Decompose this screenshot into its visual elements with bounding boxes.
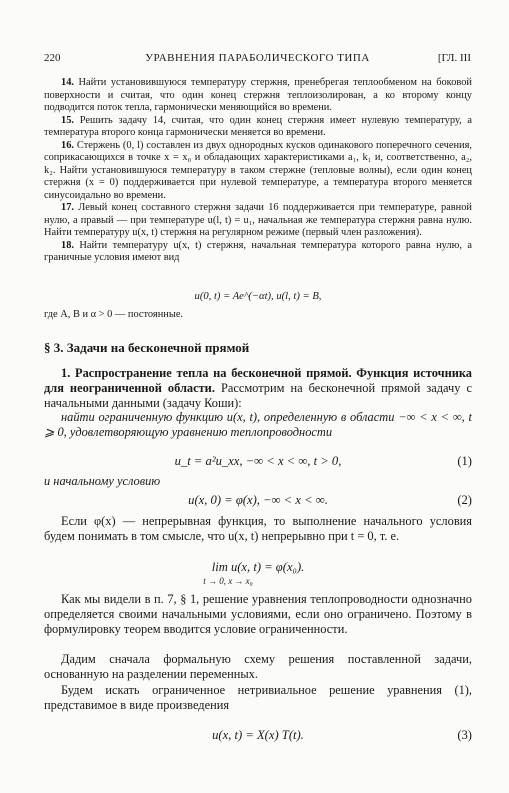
paragraph-5: Будем искать ограниченное нетривиальное решение уравнения (1), представимое в виде произведения (44, 683, 472, 712)
running-title: УРАВНЕНИЯ ПАРАБОЛИЧЕСКОГО ТИПА (145, 52, 370, 64)
paragraph-1 (44, 366, 472, 410)
problem-15: 15. Решить задачу 14, считая, что один конец стержня имеет нулевую температуру, а температура второго конца гармонически меняется во времени. (44, 114, 472, 138)
limit-subscript: t → 0, x → x₀ (203, 576, 253, 586)
paragraph-4: Дадим сначала формальную схему решения поставленной задачи, основанную на разделении переменных. (44, 652, 472, 681)
problem-16: 16. Стержень (0, l) составлен из двух однородных кусков одинакового поперечного сечения, соприкасающихся в точке x = x₀ и обладающих характеристиками a₁, k₁ и, соответственно, a₂, k₂. Найти установившуюся температуру в таком стержне (тепловые волны), если один конец стержня (x = 0) поддерживается при нулевой температуре, а температура второго меняется синусоидально во времени. (44, 139, 472, 201)
equation-2 (44, 493, 472, 509)
section-title: § 3. Задачи на бесконечной прямой (44, 340, 250, 355)
limit-equation (44, 560, 472, 576)
equation-3-number: (3) (457, 728, 472, 742)
limit-equation-body: lim u(x, t) = φ(x₀). (211, 560, 305, 574)
equation-1 (44, 454, 472, 470)
equation-3 (44, 728, 472, 744)
initial-condition-label: и начальному условию (44, 474, 161, 488)
chapter-label: [ГЛ. III (437, 52, 471, 64)
equation-2-number: (2) (457, 493, 472, 507)
page-number: 220 (44, 52, 61, 64)
problem-14: 14. Найти установившуюся температуру стержня, пренебрегая теплообменом на боковой поверхности и считая, что один конец стержня теплоизолирован, а ко второму концу подводится поток тепла, гармонически меняющийся во времени. (44, 77, 472, 113)
problem-17: 17. Левый конец составного стержня задачи 16 поддерживается при температуре, равной нулю, а правый — при температуре u(l, t) = u₁, начальная же температура стержня равна нулю. Найти температуру u(x, t) стержня на регулярном режиме (первый член разложения). (44, 202, 472, 238)
problem-statement: найти ограниченную функцию u(x, t), определенную в области −∞ < x < ∞, t ⩾ 0, удовлетворяющую уравнению теплопроводности (44, 410, 472, 439)
problem-list (44, 77, 472, 265)
problem-18-formula: u(0, t) = Ae^(−αt), u(l, t) = B, (194, 291, 322, 302)
equation-1-number: (1) (457, 454, 472, 468)
paragraph-1-text: Рассмотрим на бесконечной прямой задачу с начальными данными (задачу Коши): (44, 380, 472, 410)
running-header (44, 52, 471, 66)
problem-18-note: где A, B и α > 0 — постоянные. (44, 309, 184, 320)
paragraph-3: Как мы видели в п. 7, § 1, решение уравнения теплопроводности однозначно определяется своими начальными условиями, если оно ограничено. Поэтому в формулировку теорем вводится условие ограниченности. (44, 592, 472, 636)
equation-2-body: u(x, 0) = φ(x), −∞ < x < ∞. (188, 493, 328, 507)
paragraph-1-heading: 1. Распространение тепла на бесконечной прямой. Функция источника для неограниченной области. (44, 366, 472, 395)
equation-1-body: u_t = a²u_xx, −∞ < x < ∞, t > 0, (174, 454, 342, 468)
paragraph-2: Если φ(x) — непрерывная функция, то выполнение начального условия будем понимать в том смысле, что u(x, t) непрерывно при t = 0, т. е. (44, 514, 472, 543)
problem-18: 18. Найти температуру u(x, t) стержня, начальная температура которого равна нулю, а граничные условия имеют вид (44, 239, 472, 263)
equation-3-body: u(x, t) = X(x) T(t). (212, 728, 304, 742)
